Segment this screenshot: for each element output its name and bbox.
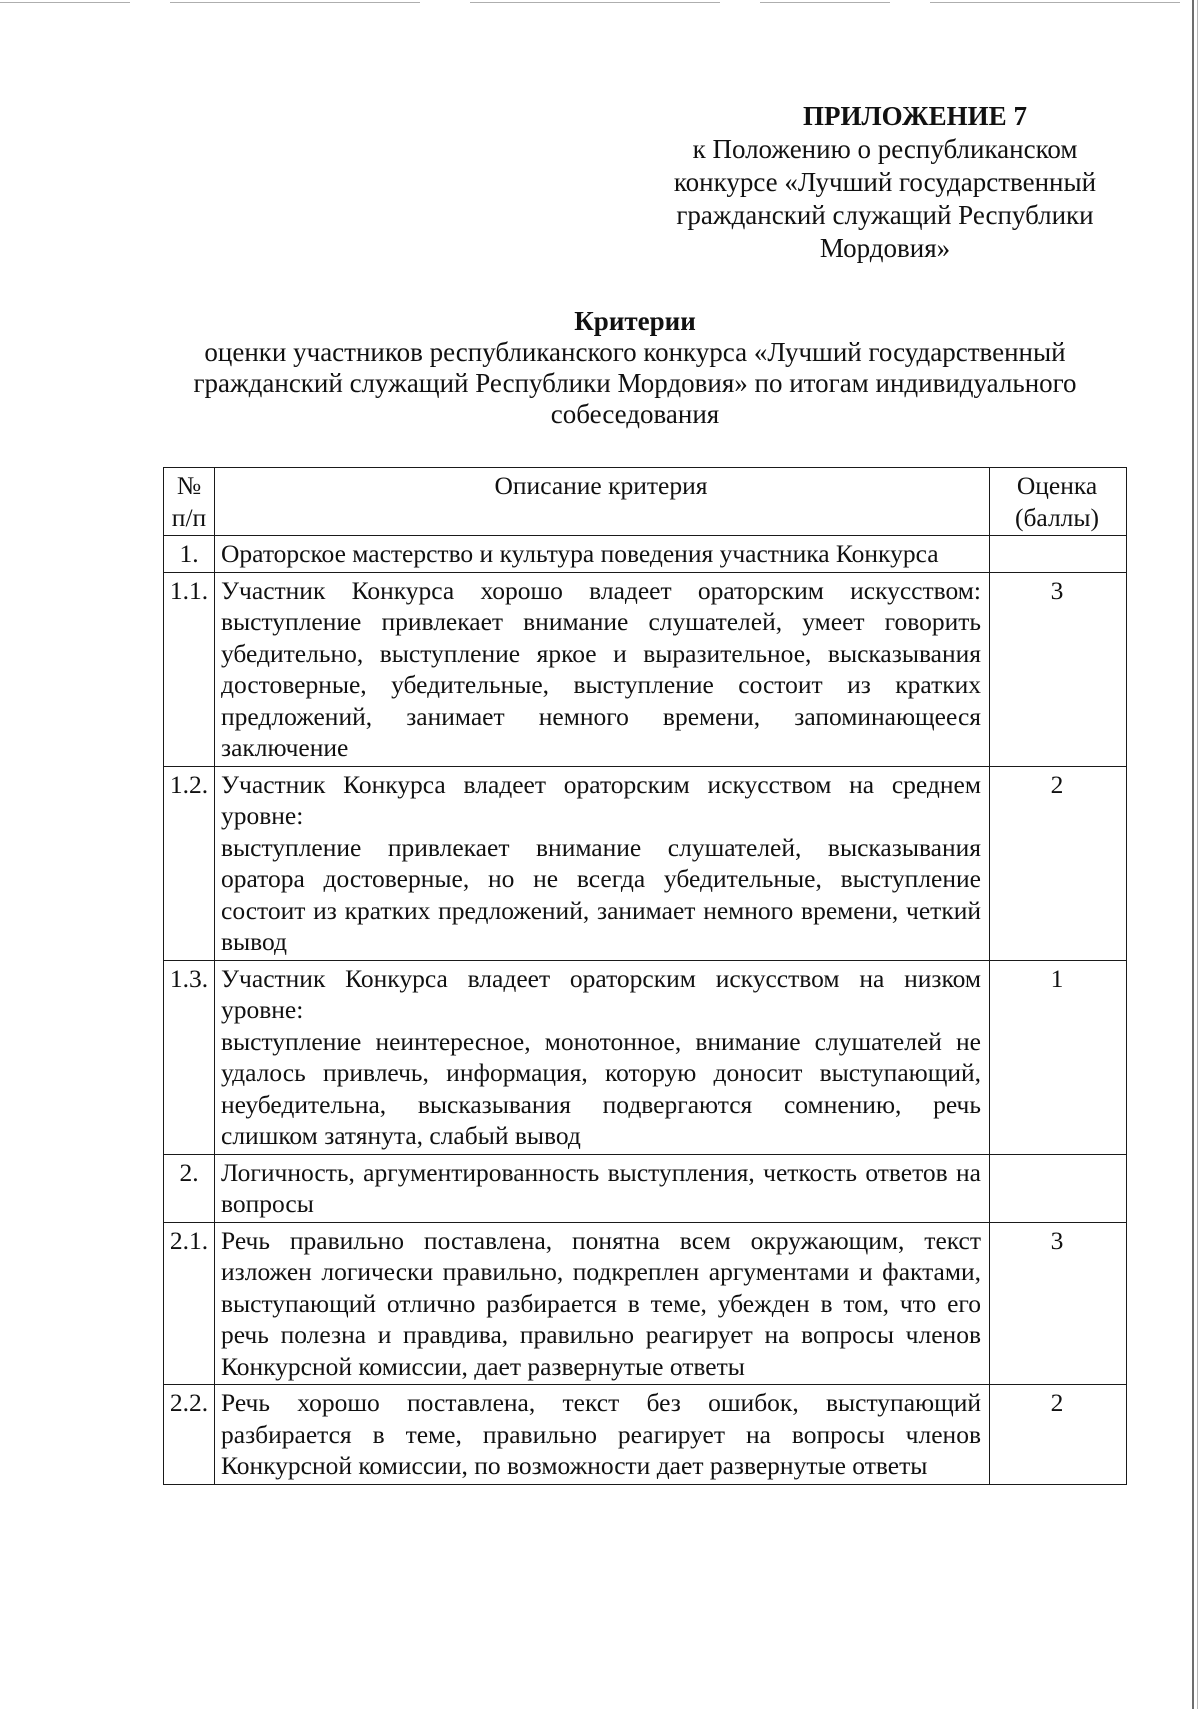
criterion-number: 1.3. — [164, 960, 215, 1154]
criterion-number: 2.1. — [164, 1222, 215, 1385]
header-description: Описание критерия — [215, 468, 990, 536]
scan-edge-right-outer — [1197, 0, 1198, 1709]
criterion-description-text: Участник Конкурса владеет ораторским искусством на среднем уровне: — [221, 769, 981, 830]
criteria-table — [163, 467, 1127, 1485]
header-number: № п/п — [164, 468, 215, 536]
criterion-description — [215, 572, 990, 766]
table-row — [164, 1222, 1127, 1385]
criterion-score: 3 — [990, 572, 1127, 766]
criterion-description — [215, 1154, 990, 1222]
criterion-score — [990, 536, 1127, 573]
criterion-score: 3 — [990, 1222, 1127, 1385]
header-score: Оценка (баллы) — [990, 468, 1127, 536]
heading-title: Критерии — [574, 306, 696, 336]
appendix-line: к Положению о республиканском — [692, 134, 1078, 164]
scan-edge-right — [1192, 0, 1194, 1709]
criterion-description — [215, 766, 990, 960]
criterion-description-text: Логичность, аргументированность выступления, четкость ответов на вопросы — [221, 1157, 981, 1218]
table-header-row — [164, 468, 1127, 536]
criterion-description — [215, 536, 990, 573]
criterion-description-text: выступление неинтересное, монотонное, внимание слушателей не удалось привлечь, информация, которую доносит выступающий, неубедительна, высказывания подвергаются сомнению, речь слишком затянута, слабый вывод — [221, 1026, 981, 1150]
table-row — [164, 572, 1127, 766]
appendix-line: Мордовия» — [819, 233, 951, 263]
criterion-description-text: Речь хорошо поставлена, текст без ошибок, выступающий разбирается в теме, правильно реагирует на вопросы членов Конкурсной комиссии, по возможности дает развернутые ответы — [221, 1388, 981, 1480]
criterion-description-text: Речь правильно поставлена, понятна всем окружающим, текст изложен логически правильно, подкреплен аргументами и фактами, выступающий отлично разбирается в теме, убежден в том, что его речь полезна и правдива, правильно реагирует на вопросы членов Конкурсной комиссии, дает развернутые ответы — [221, 1225, 981, 1381]
document-heading — [130, 306, 1140, 430]
table-row — [164, 766, 1127, 960]
appendix-title: ПРИЛОЖЕНИЕ 7 — [803, 101, 1027, 131]
criterion-description — [215, 960, 990, 1154]
table-row — [164, 1385, 1127, 1485]
criterion-number: 1.2. — [164, 766, 215, 960]
table-row — [164, 960, 1127, 1154]
criterion-description-text: выступление привлекает внимание слушателей, высказывания оратора достоверные, но не всегда убедительные, выступление состоит из кратких предложений, занимает немного времени, четкий вывод — [221, 832, 981, 956]
criterion-number: 2.2. — [164, 1385, 215, 1485]
criterion-description — [215, 1385, 990, 1485]
criterion-number: 2. — [164, 1154, 215, 1222]
criterion-score: 1 — [990, 960, 1127, 1154]
scan-edge-top — [0, 2, 1200, 3]
criterion-number: 1. — [164, 536, 215, 573]
appendix-line: гражданский служащий Республики — [676, 200, 1094, 230]
criterion-description-text: Ораторское мастерство и культура поведения участника Конкурса — [221, 539, 939, 568]
table-row — [164, 536, 1127, 573]
appendix-block — [640, 100, 1130, 265]
criterion-number: 1.1. — [164, 572, 215, 766]
criterion-description-text: Участник Конкурса владеет ораторским искусством на низком уровне: — [221, 963, 981, 1024]
heading-subtitle: оценки участников республиканского конкурса «Лучший государственный гражданский служащий Республики Мордовия» по итогам индивидуального собеседования — [193, 337, 1077, 429]
appendix-line: конкурсе «Лучший государственный — [673, 167, 1097, 197]
criterion-description-text: Участник Конкурса хорошо владеет ораторским искусством: выступление привлекает внимание слушателей, умеет говорить убедительно, выступление яркое и выразительное, высказывания достоверные, убедительные, выступление состоит из кратких предложений, занимает немного времени, запоминающееся заключение — [221, 575, 981, 762]
criterion-score — [990, 1154, 1127, 1222]
criterion-description — [215, 1222, 990, 1385]
criterion-score: 2 — [990, 766, 1127, 960]
criterion-score: 2 — [990, 1385, 1127, 1485]
table-row — [164, 1154, 1127, 1222]
criteria-table-body — [164, 536, 1127, 1485]
